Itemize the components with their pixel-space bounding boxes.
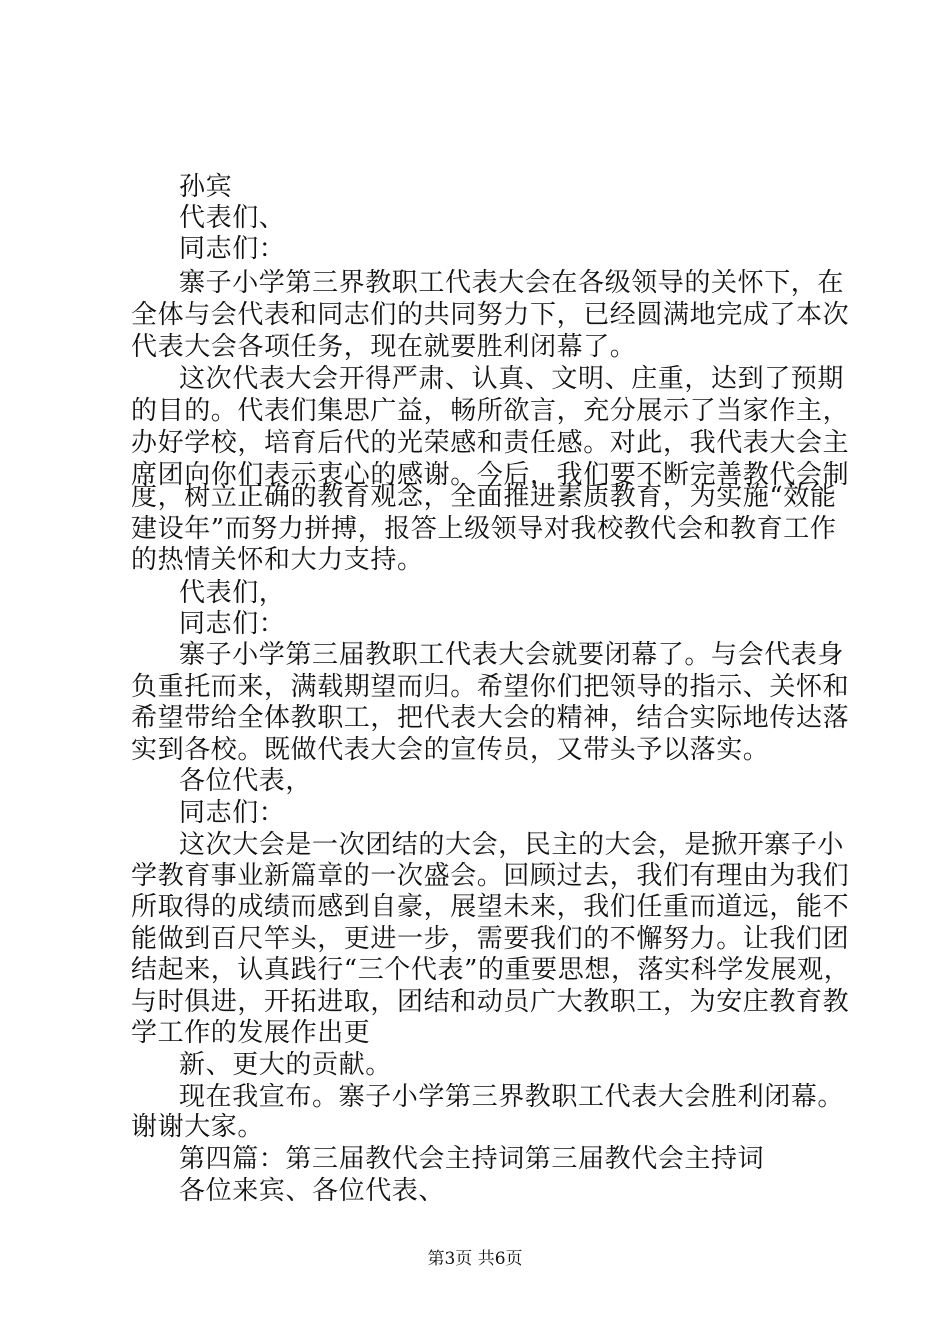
paragraph-line: 希望带给全体教职工，把代表大会的精神，结合实际地传达落 xyxy=(131,703,850,733)
paragraph-line: 寨子小学第三届教职工代表大会就要闭幕了。与会代表身 xyxy=(179,640,845,670)
paragraph-line: 结起来，认真践行“三个代表”的重要思想，落实科学发展观， xyxy=(131,955,851,985)
paragraph-line: 谢谢大家。 xyxy=(131,1112,265,1142)
salutation-line: 同志们： xyxy=(179,798,286,828)
paragraph-line: 学教育事业新篇章的一次盛会。回顾过去，我们有理由为我们 xyxy=(131,861,850,891)
paragraph-line: 建设年”而努力拼搏，报答上级领导对我校教代会和教育工作 xyxy=(131,514,837,544)
paragraph-line: 寨子小学第三界教职工代表大会在各级领导的关怀下，在 xyxy=(179,268,845,298)
paragraph-line: 实到各校。既做代表大会的宣传员，又带头予以落实。 xyxy=(131,735,770,765)
salutation-line: 同志们： xyxy=(179,609,286,639)
salutation-line: 各位代表， xyxy=(179,766,313,796)
paragraph-line: 的目的。代表们集思广益，畅所欲言，充分展示了当家作主， xyxy=(131,396,850,426)
signature-name: 孙宾 xyxy=(179,172,233,202)
paragraph-line: 所取得的成绩而感到自豪，展望未来，我们任重而道远，能不 xyxy=(131,892,850,922)
paragraph-line: 办好学校，培育后代的光荣感和责任感。对此，我代表大会主 xyxy=(131,428,850,458)
paragraph-line: 现在我宣布。寨子小学第三界教职工代表大会胜利闭幕。 xyxy=(179,1082,845,1112)
page-number-footer: 第3页 共6页 xyxy=(427,1249,523,1269)
paragraph-line: 这次代表大会开得严肃、认真、文明、庄重，达到了预期 xyxy=(179,364,845,394)
paragraph-line: 与时俱进，开拓进取，团结和动员广大教职工，为安庄教育教 xyxy=(131,987,850,1017)
paragraph-line: 度，树立正确的教育观念，全面推进素质教育，为实施“效能 xyxy=(131,482,837,512)
paragraph-line: 代表大会各项任务，现在就要胜利闭幕了。 xyxy=(131,332,637,362)
paragraph-line: 全体与会代表和同志们的共同努力下，已经圆满地完成了本次 xyxy=(131,300,850,330)
paragraph-line: 新、更大的贡献。 xyxy=(179,1050,392,1080)
salutation-line: 代表们， xyxy=(179,578,286,608)
salutation-line: 代表们、 xyxy=(179,203,286,233)
paragraph-line: 负重托而来，满载期望而归。希望你们把领导的指示、关怀和 xyxy=(131,672,850,702)
paragraph-line: 的热情关怀和大力支持。 xyxy=(131,545,424,575)
salutation-line: 同志们： xyxy=(179,234,286,264)
paragraph-line: 这次大会是一次团结的大会，民主的大会，是掀开寨子小 xyxy=(179,830,845,860)
paragraph-line: 学工作的发展作出更 xyxy=(131,1018,371,1048)
paragraph-line: 能做到百尺竿头，更进一步，需要我们的不懈努力。让我们团 xyxy=(131,924,850,954)
paragraph-line: 席团向你们表示衷心的感谢。今后，我们要不断完善教代会制 xyxy=(131,460,850,490)
salutation-line: 各位来宾、各位代表、 xyxy=(179,1176,446,1206)
section-heading: 第四篇：第三届教代会主持词第三届教代会主持词 xyxy=(179,1144,765,1174)
